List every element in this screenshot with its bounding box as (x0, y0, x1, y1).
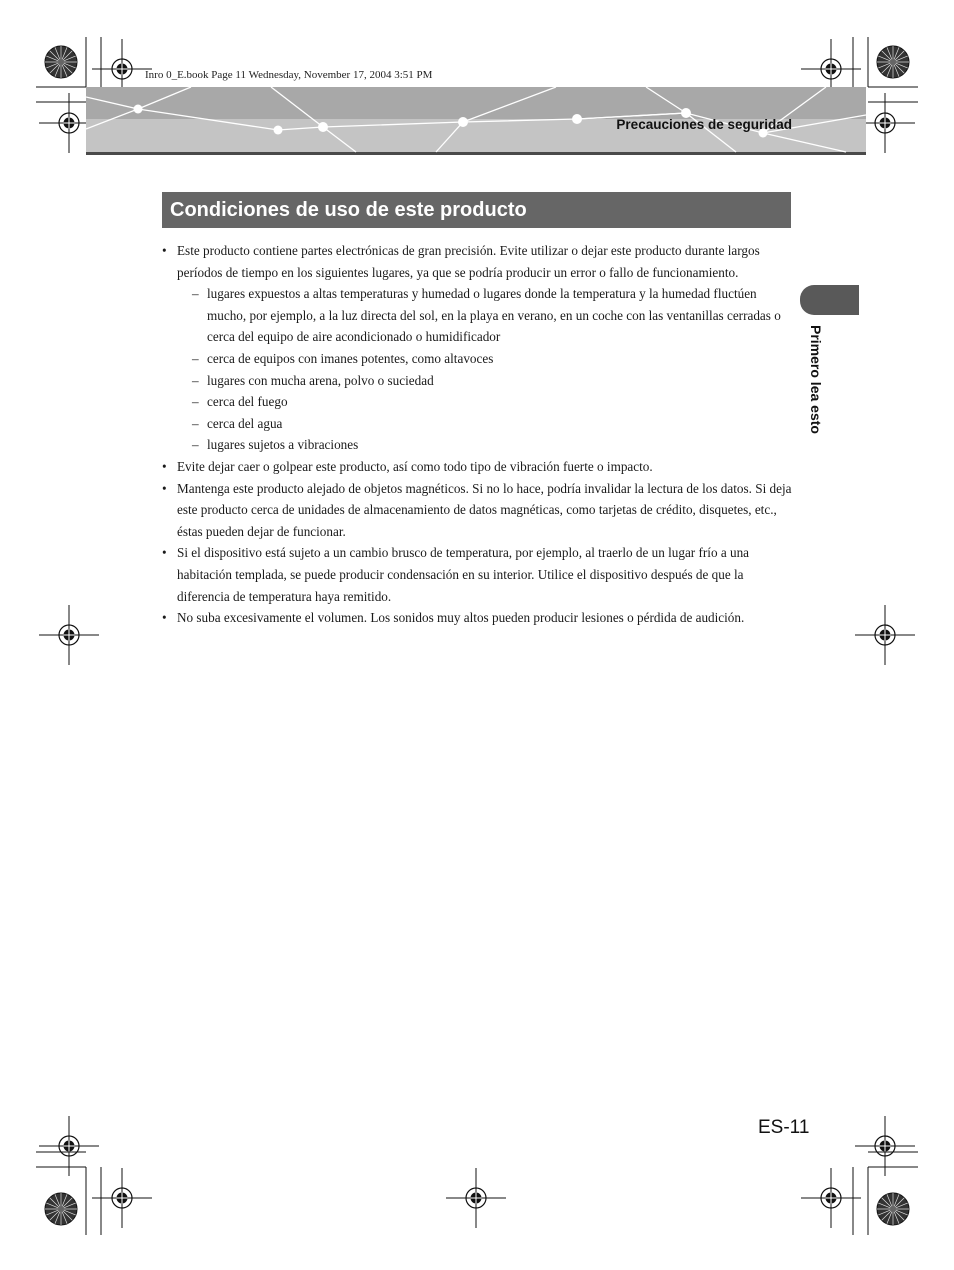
list-item: • Mantenga este producto alejado de objetos magnéticos. Si no lo hace, podría invalidar la lectura de los datos. Si deja este producto cerca de unidades de almacenamiento de datos magnéticas, como tarjetas de crédito, disquetes, etc., éstas pueden dejar de funcionar. (162, 478, 794, 543)
sub-list-item: – cerca del agua (177, 413, 794, 435)
sub-list (177, 283, 794, 456)
page-number: ES-11 (758, 1117, 810, 1138)
sub-list-item: – lugares con mucha arena, polvo o suciedad (177, 370, 794, 392)
list-item: • Evite dejar caer o golpear este producto, así como todo tipo de vibración fuerte o impacto. (162, 456, 794, 478)
list-item: • Si el dispositivo está sujeto a un cambio brusco de temperatura, por ejemplo, al traerlo de un lugar frío a una habitación templada, se puede producir condensación en su interior. Utilice el dispositivo después de que la diferencia de temperatura haya remitido. (162, 542, 794, 607)
list-item (162, 240, 794, 456)
chapter-side-label (804, 325, 828, 485)
section-title: Precauciones de seguridad (616, 117, 792, 132)
chapter-label-text: Primero lea esto (808, 325, 824, 434)
chapter-tab (800, 285, 859, 315)
list-item: • No suba excesivamente el volumen. Los sonidos muy altos pueden producir lesiones o pérdida de audición. (162, 607, 794, 629)
sub-list-item: – cerca del fuego (177, 391, 794, 413)
section-header (560, 116, 792, 134)
sub-list-item: – lugares sujetos a vibraciones (177, 434, 794, 456)
list-item-text: Este producto contiene partes electrónicas de gran precisión. Evite utilizar o dejar este producto durante largos períodos de tiempo en los siguientes lugares, ya que se podría producir un error o fallo de funcionamiento. (177, 243, 760, 280)
sub-list-item: – lugares expuestos a altas temperaturas y humedad o lugares donde la temperatura y la humedad fluctúen mucho, por ejemplo, a la luz directa del sol, en la playa en verano, en un coche con las ventanillas cerradas o cerca del equipo de aire acondicionado o humidificador (177, 283, 794, 348)
page-title: Condiciones de uso de este producto (170, 199, 527, 221)
sub-list-item: – cerca de equipos con imanes potentes, como altavoces (177, 348, 794, 370)
bullet-list (162, 240, 794, 629)
print-info-line: Inro 0_E.book Page 11 Wednesday, November 17, 2004 3:51 PM (145, 69, 433, 81)
page-title-bar (162, 192, 791, 228)
content-body (162, 240, 794, 629)
